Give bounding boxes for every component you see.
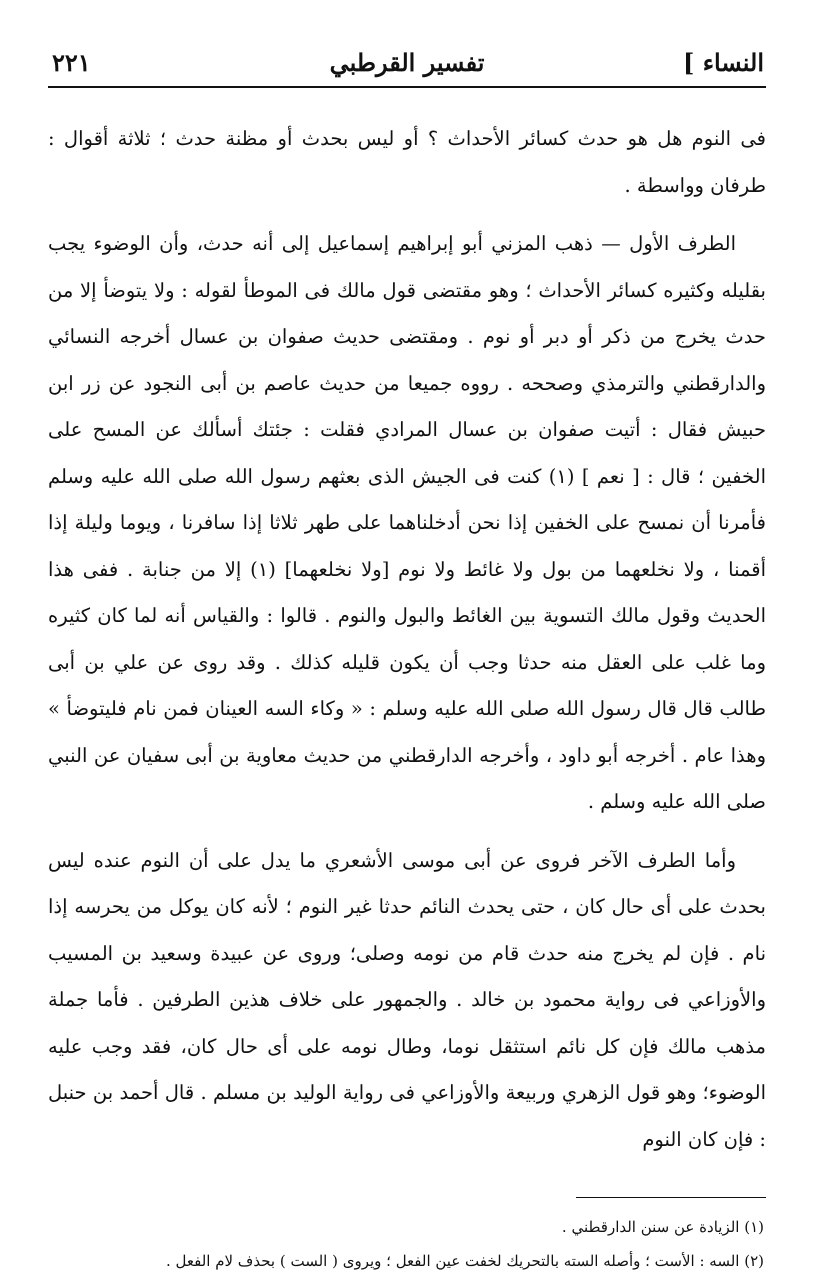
footnote: (٢) السه : الأست ؛ وأصله السته بالتحريك لخفت عين الفعل ؛ ويروى ( الست ) بحذف لام الفعل . bbox=[165, 1252, 764, 1270]
book-title: تفسير القرطبي bbox=[329, 48, 485, 77]
footnotes bbox=[48, 1210, 766, 1278]
footnote-divider bbox=[576, 1197, 766, 1198]
page-header bbox=[48, 40, 766, 88]
paragraph: فى النوم هل هو حدث كسائر الأحداث ؟ أو ليس بحدث أو مظنة حدث ؛ ثلاثة أقوال : طرفان وواسطة . bbox=[48, 127, 766, 197]
chapter-name: النساء ] bbox=[683, 48, 764, 77]
footnote: (١) الزيادة عن سنن الدارقطني . bbox=[561, 1218, 764, 1236]
page-number: ٢٢١ bbox=[52, 48, 91, 77]
book-page bbox=[48, 40, 766, 1270]
paragraph: وأما الطرف الآخر فروى عن أبى موسى الأشعري ما يدل على أن النوم عنده ليس بحدث على أى حال كان ، حتى يحدث النائم حدثا غير النوم ؛ لأنه كان يوكل من يحرسه إذا نام . فإن لم يخرج منه حدث قام من نومه وصلى؛ وروى عن عبيدة وسعيد بن المسيب والأوزاعي فى رواية محمود بن خالد . والجمهور على خلاف هذين الطرفين . فأما جملة مذهب مالك فإن كل نائم استثقل نوما، وطال نومه على أى حال كان، فقد وجب عليه الوضوء؛ وهو قول الزهري وربيعة والأوزاعي فى رواية الوليد بن مسلم . قال أحمد بن حنبل : فإن كان النوم bbox=[48, 848, 766, 1151]
main-text bbox=[48, 116, 766, 1163]
paragraph: الطرف الأول — ذهب المزني أبو إبراهيم إسماعيل إلى أنه حدث، وأن الوضوء يجب بقليله وكثيره كسائر الأحداث ؛ وهو مقتضى قول مالك فى الموطأ لقوله : ولا يتوضأ إلا من حدث يخرج من ذكر أو دبر أو نوم . ومقتضى حديث صفوان بن عسال أخرجه النسائي والدارقطني والترمذي وصححه . رووه جميعا من حديث عاصم بن أبى النجود عن زر ابن حبيش فقال : أتيت صفوان بن عسال المرادي فقلت : جئتك أسألك عن المسح على الخفين ؛ قال : [ نعم ] (١) كنت فى الجيش الذى بعثهم رسول الله صلى الله عليه وسلم فأمرنا أن نمسح على الخفين إذا نحن أدخلناهما على طهر ثلاثا إذا سافرنا ، ويوما وليلة إذا أقمنا ، ولا نخلعهما من بول ولا غائط ولا نوم [ولا نخلعهما] (١) إلا من جنابة . ففى هذا الحديث وقول مالك التسوية بين الغائط والبول والنوم . قالوا : والقياس أنه لما كان كثيره وما غلب على العقل منه حدثا وجب أن يكون قليله كذلك . وقد روى عن علي بن أبى طالب قال قال رسول الله صلى الله عليه وسلم : « وكاء السه العينان فمن نام فليتوضأ » وهذا عام . أخرجه أبو داود ، وأخرجه الدارقطني من حديث معاوية بن أبى سفيان عن النبي صلى الله عليه وسلم . bbox=[48, 232, 766, 813]
